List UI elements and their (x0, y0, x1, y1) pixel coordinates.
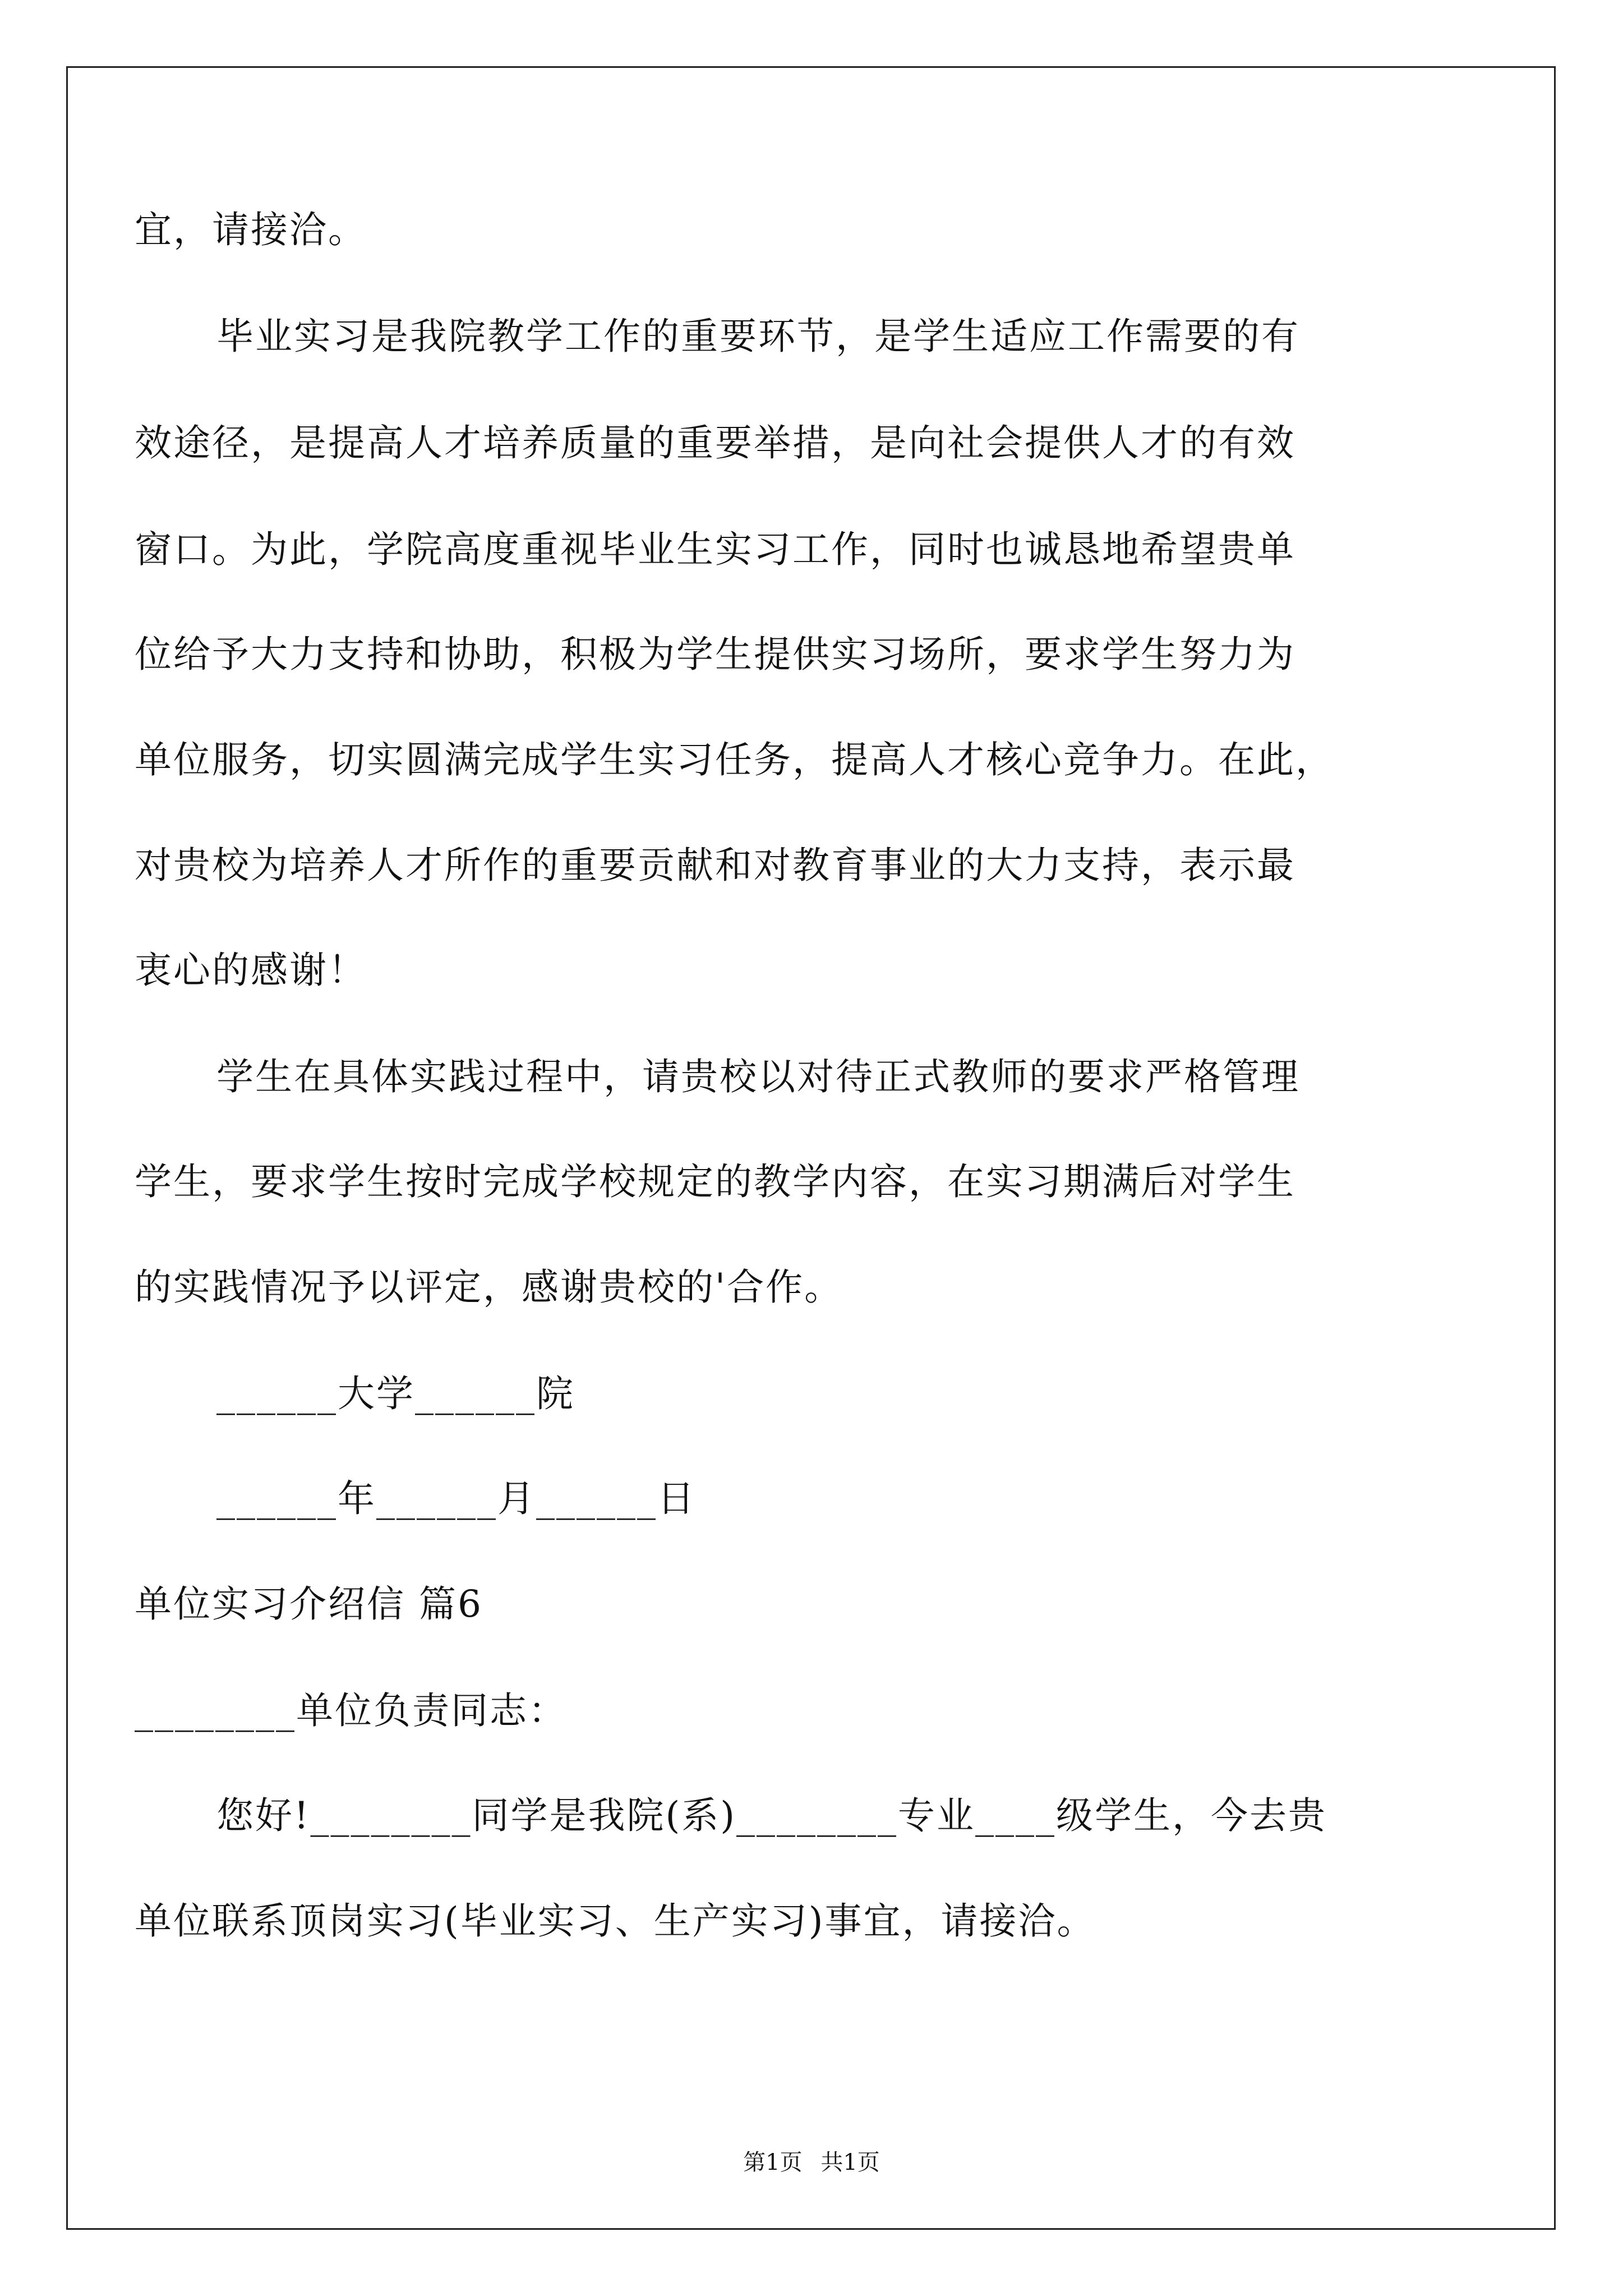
text-line: 单位联系顶岗实习(毕业实习、生产实习)事宜，请接洽。 (135, 1899, 1096, 1943)
text-line: 窗口。为此，学院高度重视毕业生实习工作，同时也诚恳地希望贵单 (135, 528, 1295, 571)
paragraph-start: 学生在具体实践过程中，请贵校以对待正式教师的要求严格管理 (216, 1055, 1300, 1098)
text-line: 宜，请接洽。 (135, 208, 367, 251)
text-line: 对贵校为培养人才所作的重要贡献和对教育事业的大力支持，表示最 (135, 844, 1295, 887)
page-footer (0, 2148, 1623, 2177)
page-number-current: 第1页 (743, 2150, 803, 2175)
text-line: 衷心的感谢！ (135, 949, 367, 992)
page-number-total: 共1页 (820, 2150, 880, 2175)
signature-date: ______年______月______日 (216, 1477, 696, 1520)
paragraph-start: 毕业实习是我院教学工作的重要环节，是学生适应工作需要的有 (216, 315, 1300, 358)
text-line: 位给予大力支持和协助，积极为学生提供实习场所，要求学生努力为 (135, 633, 1295, 676)
text-line: 学生，要求学生按时完成学校规定的教学内容，在实习期满后对学生 (135, 1160, 1295, 1203)
section-heading: 单位实习介绍信 篇6 (135, 1582, 483, 1626)
text-line: 的实践情况予以评定，感谢贵校的'合作。 (135, 1266, 843, 1309)
text-line: 单位服务，切实圆满完成学生实习任务，提高人才核心竞争力。在此， (135, 738, 1334, 781)
text-line: 效途径，是提高人才培养质量的重要举措，是向社会提供人才的有效 (135, 421, 1295, 464)
signature-school: ______大学______院 (216, 1372, 575, 1415)
salutation: ________单位负责同志： (135, 1689, 567, 1732)
paragraph-start: 您好!________同学是我院(系)________专业____级学生，今去贵 (216, 1794, 1327, 1837)
